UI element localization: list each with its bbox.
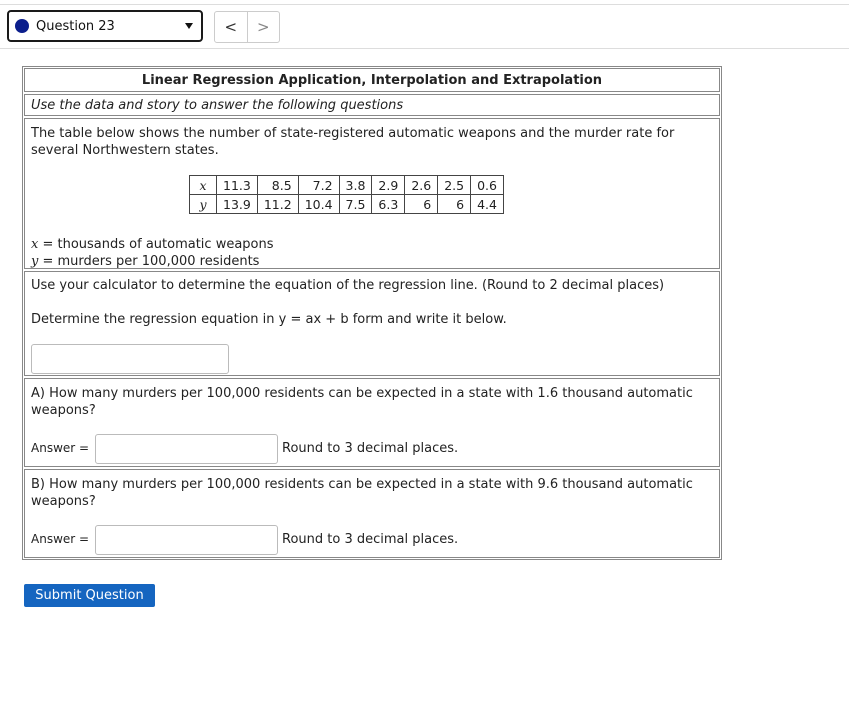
answer-a-hint: Round to 3 decimal places. xyxy=(282,441,459,456)
next-question-button[interactable]: > xyxy=(256,18,270,36)
x-row xyxy=(190,176,504,195)
status-dot-icon xyxy=(15,19,29,33)
header-divider xyxy=(0,48,849,49)
x-cell: 11.3 xyxy=(217,176,258,195)
prev-question-button[interactable]: < xyxy=(215,12,248,42)
variable-definitions xyxy=(31,236,274,270)
x-cell: 7.2 xyxy=(298,176,339,195)
y-cell: 7.5 xyxy=(339,195,372,214)
regression-prompt: Determine the regression equation in y = ax + b form and write it below. xyxy=(31,312,507,327)
x-definition-text: = thousands of automatic weapons xyxy=(38,237,274,252)
question-select-label: Question 23 xyxy=(36,18,115,34)
answer-a-input[interactable] xyxy=(95,434,278,464)
y-row xyxy=(190,195,504,214)
y-cell: 6.3 xyxy=(372,195,405,214)
calculator-instruction: Use your calculator to determine the equation of the regression line. (Round to 2 decimal places) xyxy=(31,278,665,293)
data-table xyxy=(189,175,504,214)
problem-container xyxy=(22,66,722,560)
part-b-section xyxy=(24,469,720,558)
story-text: The table below shows the number of state-registered automatic weapons and the murder rate for several Northwestern states. xyxy=(31,126,675,158)
answer-b-input[interactable] xyxy=(95,525,278,555)
part-a-question: A) How many murders per 100,000 residents can be expected in a state with 1.6 thousand automatic weapons? xyxy=(31,386,693,418)
problem-instruction: Use the data and story to answer the following questions xyxy=(24,94,720,116)
top-divider xyxy=(0,4,849,5)
x-cell: 0.6 xyxy=(471,176,504,195)
x-cell: 3.8 xyxy=(339,176,372,195)
y-cell: 13.9 xyxy=(217,195,258,214)
y-cell: 4.4 xyxy=(471,195,504,214)
x-definition xyxy=(31,236,274,253)
answer-a-label: Answer = xyxy=(31,441,90,455)
part-a-section xyxy=(24,378,720,467)
regression-equation-input[interactable] xyxy=(31,344,229,374)
question-nav xyxy=(214,11,280,43)
y-var: y xyxy=(31,254,39,269)
x-cell: 2.6 xyxy=(405,176,438,195)
story-section xyxy=(24,118,720,269)
y-cell: 6 xyxy=(405,195,438,214)
answer-b-label: Answer = xyxy=(31,532,90,546)
x-cell: 2.9 xyxy=(372,176,405,195)
y-definition-text: = murders per 100,000 residents xyxy=(38,254,260,269)
y-cell: 6 xyxy=(438,195,471,214)
y-cell: 10.4 xyxy=(298,195,339,214)
part-b-question: B) How many murders per 100,000 residents can be expected in a state with 9.6 thousand automatic weapons? xyxy=(31,477,693,509)
x-row-label: x xyxy=(190,176,217,195)
x-cell: 8.5 xyxy=(257,176,298,195)
y-row-label: y xyxy=(190,195,217,214)
question-select[interactable] xyxy=(7,10,203,42)
x-cell: 2.5 xyxy=(438,176,471,195)
submit-question-button[interactable]: Submit Question xyxy=(24,584,155,607)
problem-title: Linear Regression Application, Interpolation and Extrapolation xyxy=(24,68,720,92)
y-definition xyxy=(31,253,274,270)
regression-section xyxy=(24,271,720,376)
y-cell: 11.2 xyxy=(257,195,298,214)
x-var: x xyxy=(31,237,39,252)
answer-b-hint: Round to 3 decimal places. xyxy=(282,532,459,547)
caret-down-icon xyxy=(185,23,193,29)
